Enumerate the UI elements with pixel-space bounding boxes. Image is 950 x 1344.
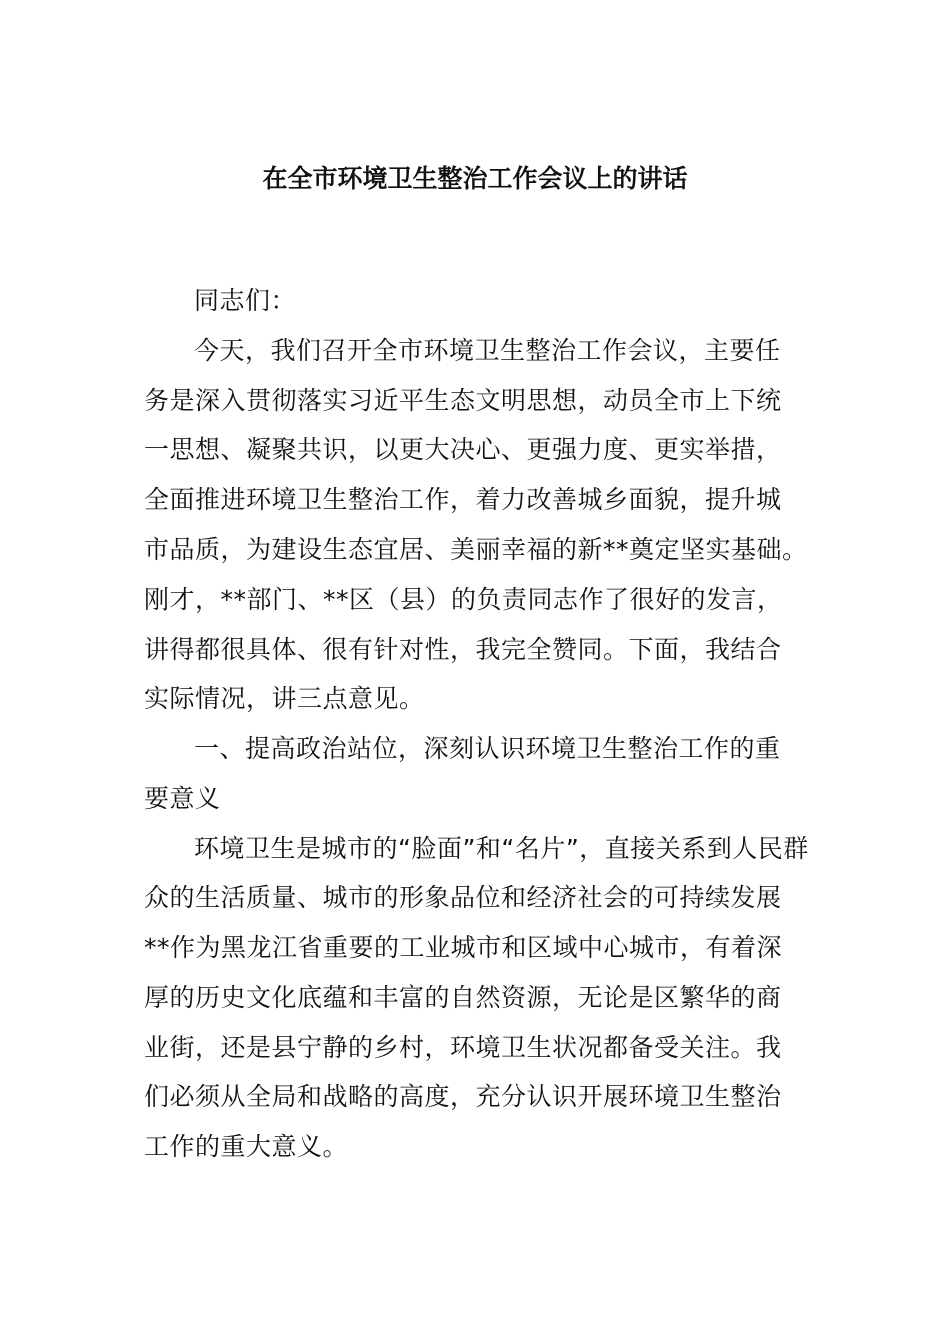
paragraph-line: 厚的历史文化底蕴和丰富的自然资源，无论是区繁华的商 <box>144 983 782 1012</box>
paragraph-line: 环境卫生是城市的“脸面”和“名片”，直接关系到人民群 <box>194 834 809 863</box>
paragraph-line: **作为黑龙江省重要的工业城市和区域中心城市，有着深 <box>144 933 783 962</box>
paragraph-line: 全面推进环境卫生整治工作，着力改善城乡面貌，提升城 <box>144 485 782 514</box>
section-heading-line: 要意义 <box>144 784 221 813</box>
paragraph-line: 市品质，为建设生态宜居、美丽幸福的新**奠定坚实基础。 <box>144 535 808 564</box>
paragraph-line: 业街，还是县宁静的乡村，环境卫生状况都备受关注。我 <box>144 1033 782 1062</box>
paragraph-line: 们必须从全局和战略的高度，充分认识开展环境卫生整治 <box>144 1082 782 1111</box>
paragraph-line: 讲得都很具体、很有针对性，我完全赞同。下面，我结合 <box>144 635 782 664</box>
salutation: 同志们： <box>194 286 297 315</box>
paragraph-line: 众的生活质量、城市的形象品位和经济社会的可持续发展 <box>144 883 782 912</box>
paragraph-line: 工作的重大意义。 <box>144 1132 349 1161</box>
paragraph-line: 刚才，**部门、**区（县）的负责同志作了很好的发言， <box>144 585 783 614</box>
paragraph-line: 一思想、凝聚共识，以更大决心、更强力度、更实举措， <box>144 435 782 464</box>
section-heading-line: 一、提高政治站位，深刻认识环境卫生整治工作的重 <box>194 734 781 763</box>
document-title: 在全市环境卫生整治工作会议上的讲话 <box>262 164 688 193</box>
paragraph-line: 实际情况，讲三点意见。 <box>144 684 425 713</box>
paragraph-line: 务是深入贯彻落实习近平生态文明思想，动员全市上下统 <box>144 386 782 415</box>
paragraph-line: 今天，我们召开全市环境卫生整治工作会议，主要任 <box>194 336 781 365</box>
